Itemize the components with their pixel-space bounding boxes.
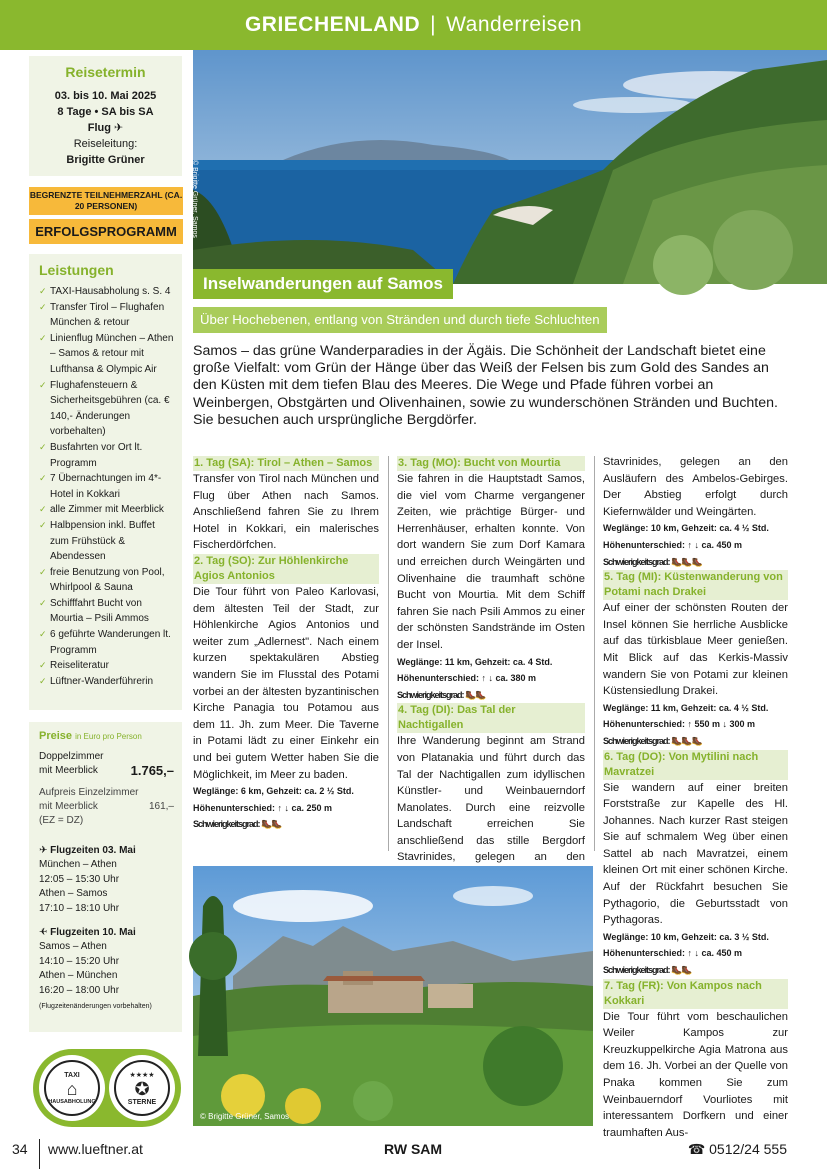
taxi-badge [39,1055,105,1121]
travel-transport: Flug ✈ [87,122,124,134]
stars-badge-inner [114,1060,170,1116]
stars-badge [109,1055,175,1121]
travel-duration: 8 Tage • SA bis SA [57,106,154,118]
list-item: ✓ Reiseliteratur [39,658,176,674]
leistungen-box [29,254,182,710]
website-link[interactable]: www.lueftner.at [48,1141,143,1157]
day-6-heading: 6. Tag (DO): Von Mytilini nach Mavratzei [603,750,788,780]
day-6-text: Sie wandern auf einer breiten Forststraße zur Kapelle des Hl. Johannes. Nach kurzer Rast steigen Sie auf schmalem Weg über einen Sattel ab nach Mavratzei, einem kleinen Ort mit einer schönen Kirche. Auf der Rückfahrt besuchen Sie Pythagorio, die Geburtsstadt von Pythagoras. [603,781,788,927]
day-2-elevation: Höhenunterschied: ↑ ↓ ca. 250 m [193,802,333,813]
list-item: ✓ freie Benutzung von Pool, Whirlpool & Sauna [39,565,176,596]
house-icon: ⌂ [66,1078,78,1099]
column-divider [594,456,595,851]
flight-line: 12:05 – 15:30 Uhr [39,873,120,885]
badges-pill [33,1049,181,1127]
day-6-difficulty: Schwierigkeitsgrad: 🥾🥾 [603,965,692,976]
travel-dates: 03. bis 10. Mai 2025 [54,90,157,102]
day-4-distance: Weglänge: 10 km, Gehzeit: ca. 4 ½ Std. [603,523,769,534]
erfolgsprogramm-badge: ERFOLGSPROGRAMM [29,219,183,244]
day-7-text: Die Tour führt vom beschaulichen Weiler Kampos zur Kreuzkuppelkirche Agia Matrona aus dem 16. Jh. Vorbei an der Quelle von Pnaka kommen Sie zum Weinbauerndorf Vourliotes mit interessantem Dorfkern und einer traumhaften Aus- [603,1010,788,1139]
ez-label-2: mit Meerblick [39,801,98,812]
flights-note: (Flugzeitenänderungen vorbehalten) [39,1003,152,1010]
monastery-illustration [193,866,593,1126]
dz-price: 1.765,– [130,763,174,778]
day-3-distance: Weglänge: 11 km, Gehzeit: ca. 4 Std. [397,656,553,667]
flights-back-heading [39,926,174,940]
dz-label: Doppelzimmer [39,751,104,762]
taxi-badge-bottom: HAUSABHOLUNG [48,1098,96,1105]
list-item: ✓ Halbpension inkl. Buffet zum Frühstück & Abendessen [39,518,176,565]
day-7-heading: 7. Tag (FR): Von Kampos nach Kokkari [603,979,788,1009]
flight-line: Athen – Samos [39,888,108,899]
day-5-text: Auf einer der schönsten Routen der Insel können Sie herrliche Ausblicke auf das türkisblaue Meer genießen. Mit Blick auf das Kerkis-Massiv wandern Sie von Potami zur kleinen Küstensiedlung Drakei. [603,602,788,698]
flight-line: Athen – München [39,970,118,981]
taxi-badge-inner [44,1060,100,1116]
stars-badge-bottom: STERNE [127,1098,157,1106]
leistungen-list [39,284,176,689]
day-3-heading: 3. Tag (MO): Bucht von Mourtia [397,456,585,471]
list-item: ✓ Linienflug München – Athen – Samos & retour mit Lufthansa & Olympic Air [39,331,176,378]
header-separator: | [430,13,437,36]
list-item: ✓ Lüftner-Wanderführerin [39,674,176,690]
day-5-heading: 5. Tag (MI): Küstenwanderung von Potami nach Drakei [603,570,788,600]
header-country: GRIECHENLAND [244,13,421,36]
preise-heading [39,730,174,742]
list-item: ✓ Busfahrten vor Ort lt. Programm [39,440,176,471]
day-5-difficulty: Schwierigkeitsgrad: 🥾🥾🥾 [603,735,702,746]
header-category: Wanderreisen [446,13,583,36]
day-2-heading: 2. Tag (SO): Zur Höhlenkirche Agios Antonios [193,554,379,584]
list-item: ✓ 6 geführte Wanderungen lt. Programm [39,627,176,658]
day-3-elevation: Höhenunterschied: ↑ ↓ ca. 380 m [397,673,537,684]
day-4-text: Ihre Wanderung beginnt am Strand von Platanakia und führt durch das Tal der Nachtigallen zum idyllischen Künstler- und Weinbauerndorf Manolates. Durch eine reizvolle Landschaft erreichen Sie anschließend das stille Bergdorf Stavrinides, gelegen an den [397,735,585,864]
flights-out-title: Flugzeiten 03. Mai [50,845,136,856]
preise-title: Preise [39,730,73,742]
day-5-elevation: Höhenunterschied: ↑ 550 m ↓ 300 m [603,719,756,730]
flight-line: 17:10 – 18:10 Uhr [39,902,120,914]
list-item: ✓ alle Zimmer mit Meerblick [39,502,176,518]
list-item: ✓ Transfer Tirol – Flughafen München & retour [39,300,176,331]
list-item: ✓ 7 Übernachtungen im 4*-Hotel in Kokkari [39,471,176,502]
monastery-photo [193,866,593,1126]
day-4-text-continued: Stavrinides, gelegen an den Ausläufern des Ambelos-Gebirges. Der Abstieg erfolgt durch Kiefernwälder und Weingärten. [603,456,788,518]
day-4-heading: 4. Tag (DI): Das Tal der Nachtigallen [397,703,585,733]
leitung-name: Brigitte Grüner [66,154,145,166]
preise-box [29,722,182,1032]
page-footer [0,1133,827,1169]
samos-coast-illustration [193,50,827,284]
day-6-distance: Weglänge: 10 km, Gehzeit: ca. 3 ½ Std. [603,931,769,942]
day-1-text: Transfer von Tirol nach München und Flug über Athen nach Samos. Anschließend fahren Sie zu Ihrem Hotel in Kokkari, ein malerisches Fischerdörfchen. [193,473,379,552]
page-subtitle: Über Hochebenen, entlang von Stränden und durch tiefe Schluchten [193,307,607,333]
plane-icon: ✈ [39,927,48,938]
list-item: ✓ Flughafensteuern & Sicherheitsgebühren (ca. € 140,- Änderungen vorbehalten) [39,378,176,440]
trip-code: RW SAM [384,1141,443,1157]
photo-credit-bottom: © Brigitte Grüner, Samos [200,1112,290,1121]
reisetermin-heading: Reisetermin [65,64,146,80]
day-3-text: Sie fahren in die Hauptstadt Samos, die viel vom Charme vergangener Zeiten, wie prächtige Bürger- und Herrenhäuser, erhalten konnte. Von dort wandern Sie zum Dorf Kamara und erreichen durch Weingärten und Olivenhaine die traumhaft schöne Bucht von Mourtia. Mit dem Schiff fahren Sie nach Psili Ammos zu einer der schönsten Sandstrände im Osten der Insel. [397,473,585,651]
column-divider [388,456,389,851]
day-2-difficulty: Schwierigkeitsgrad: 🥾🥾 [193,819,282,830]
photo-credit-top: © Brigitte Grüner, Samos [191,160,198,238]
preise-unit: in Euro pro Person [75,732,142,741]
day-1-heading: 1. Tag (SA): Tirol – Athen – Samos [193,456,379,471]
reisetermin-box [29,56,182,176]
taxi-badge-top: TAXI [64,1071,80,1079]
footer-divider [39,1139,40,1169]
list-item: ✓ TAXI-Hausabholung s. S. 4 [39,284,176,300]
flight-line: 16:20 – 18:00 Uhr [39,984,120,996]
ez-label-3: (EZ = DZ) [39,815,84,826]
limited-participants-badge: BEGRENZTE TEILNEHMERZAHL (CA. 20 PERSONEN) [29,187,183,215]
column-1 [193,456,379,833]
intro-text: Samos – das grüne Wanderparadies in der Ägäis. Die Schönheit der Landschaft bietet eine große Vielfalt: vom Grün der Hänge über das Weiß der Felsen bis zum Gold des Sandes an den Küsten mit dem tiefen Blau des Meeres. Die Wege und Pfade führen vorbei an Weinbergen, Obstgärten und Olivenhainen, sowie zu wunderschönen Stränden und Buchten. Sie besuchen auch ursprüngliche Bergdörfer. [193,343,778,428]
page-header [0,0,827,50]
day-3-difficulty: Schwierigkeitsgrad: 🥾🥾 [397,689,486,700]
samos-coast-photo [193,50,827,284]
ez-price: 161,– [148,801,174,812]
leitung-label: Reiseleitung: [73,138,138,150]
flights-out-heading: ✈ Flugzeiten 03. Mai [39,845,136,856]
ez-line [39,800,174,814]
column-2 [397,456,585,864]
day-4-difficulty: Schwierigkeitsgrad: 🥾🥾🥾 [603,556,702,567]
flight-line: Samos – Athen [39,941,107,952]
flight-line: München – Athen [39,859,117,870]
leistungen-heading: Leistungen [39,262,114,278]
flight-line: 14:10 – 15:20 Uhr [39,955,120,967]
star-icon: ✪ [134,1078,150,1099]
page-number: 34 [12,1141,28,1157]
dz-row [39,750,174,778]
ez-label: Aufpreis Einzelzimmer [39,787,139,798]
phone-number: ☎ 0512/24 555 [687,1141,787,1157]
day-6-elevation: Höhenunterschied: ↑ ↓ ca. 450 m [603,948,743,959]
day-2-text: Die Tour führt von Paleo Karlovasi, dem ältesten Teil der Stadt, zur Höhlenkirche Agios Antonios und weiter zum „Adlernest". Nach einem kurzen spektakulären Abstieg wandern Sie im Flusstal des Potami vorbei an der ältesten byzantinischen Kirche Panagia tou Potamou aus dem 11. Jh. zum Meer. Die Taverne in Potami lädt zu einer Einkehr ein und bei gutem Wetter haben Sie die Möglichkeit, im Meer zu baden. [193,585,379,781]
day-5-distance: Weglänge: 11 km, Gehzeit: ca. 4 ½ Std. [603,702,769,713]
flights-back-title: Flugzeiten 10. Mai [50,927,136,938]
stars-badge-top: ★★★★ [129,1071,155,1079]
day-2-distance: Weglänge: 6 km, Gehzeit: ca. 2 ½ Std. [193,786,354,797]
page-title: Inselwanderungen auf Samos [193,269,453,299]
day-4-elevation: Höhenunterschied: ↑ ↓ ca. 450 m [603,539,743,550]
dz-label-2: mit Meerblick [39,765,98,776]
column-3 [603,454,788,1141]
list-item: ✓ Schifffahrt Bucht von Mourtia – Psili Ammos [39,596,176,627]
ez-row [39,786,174,828]
